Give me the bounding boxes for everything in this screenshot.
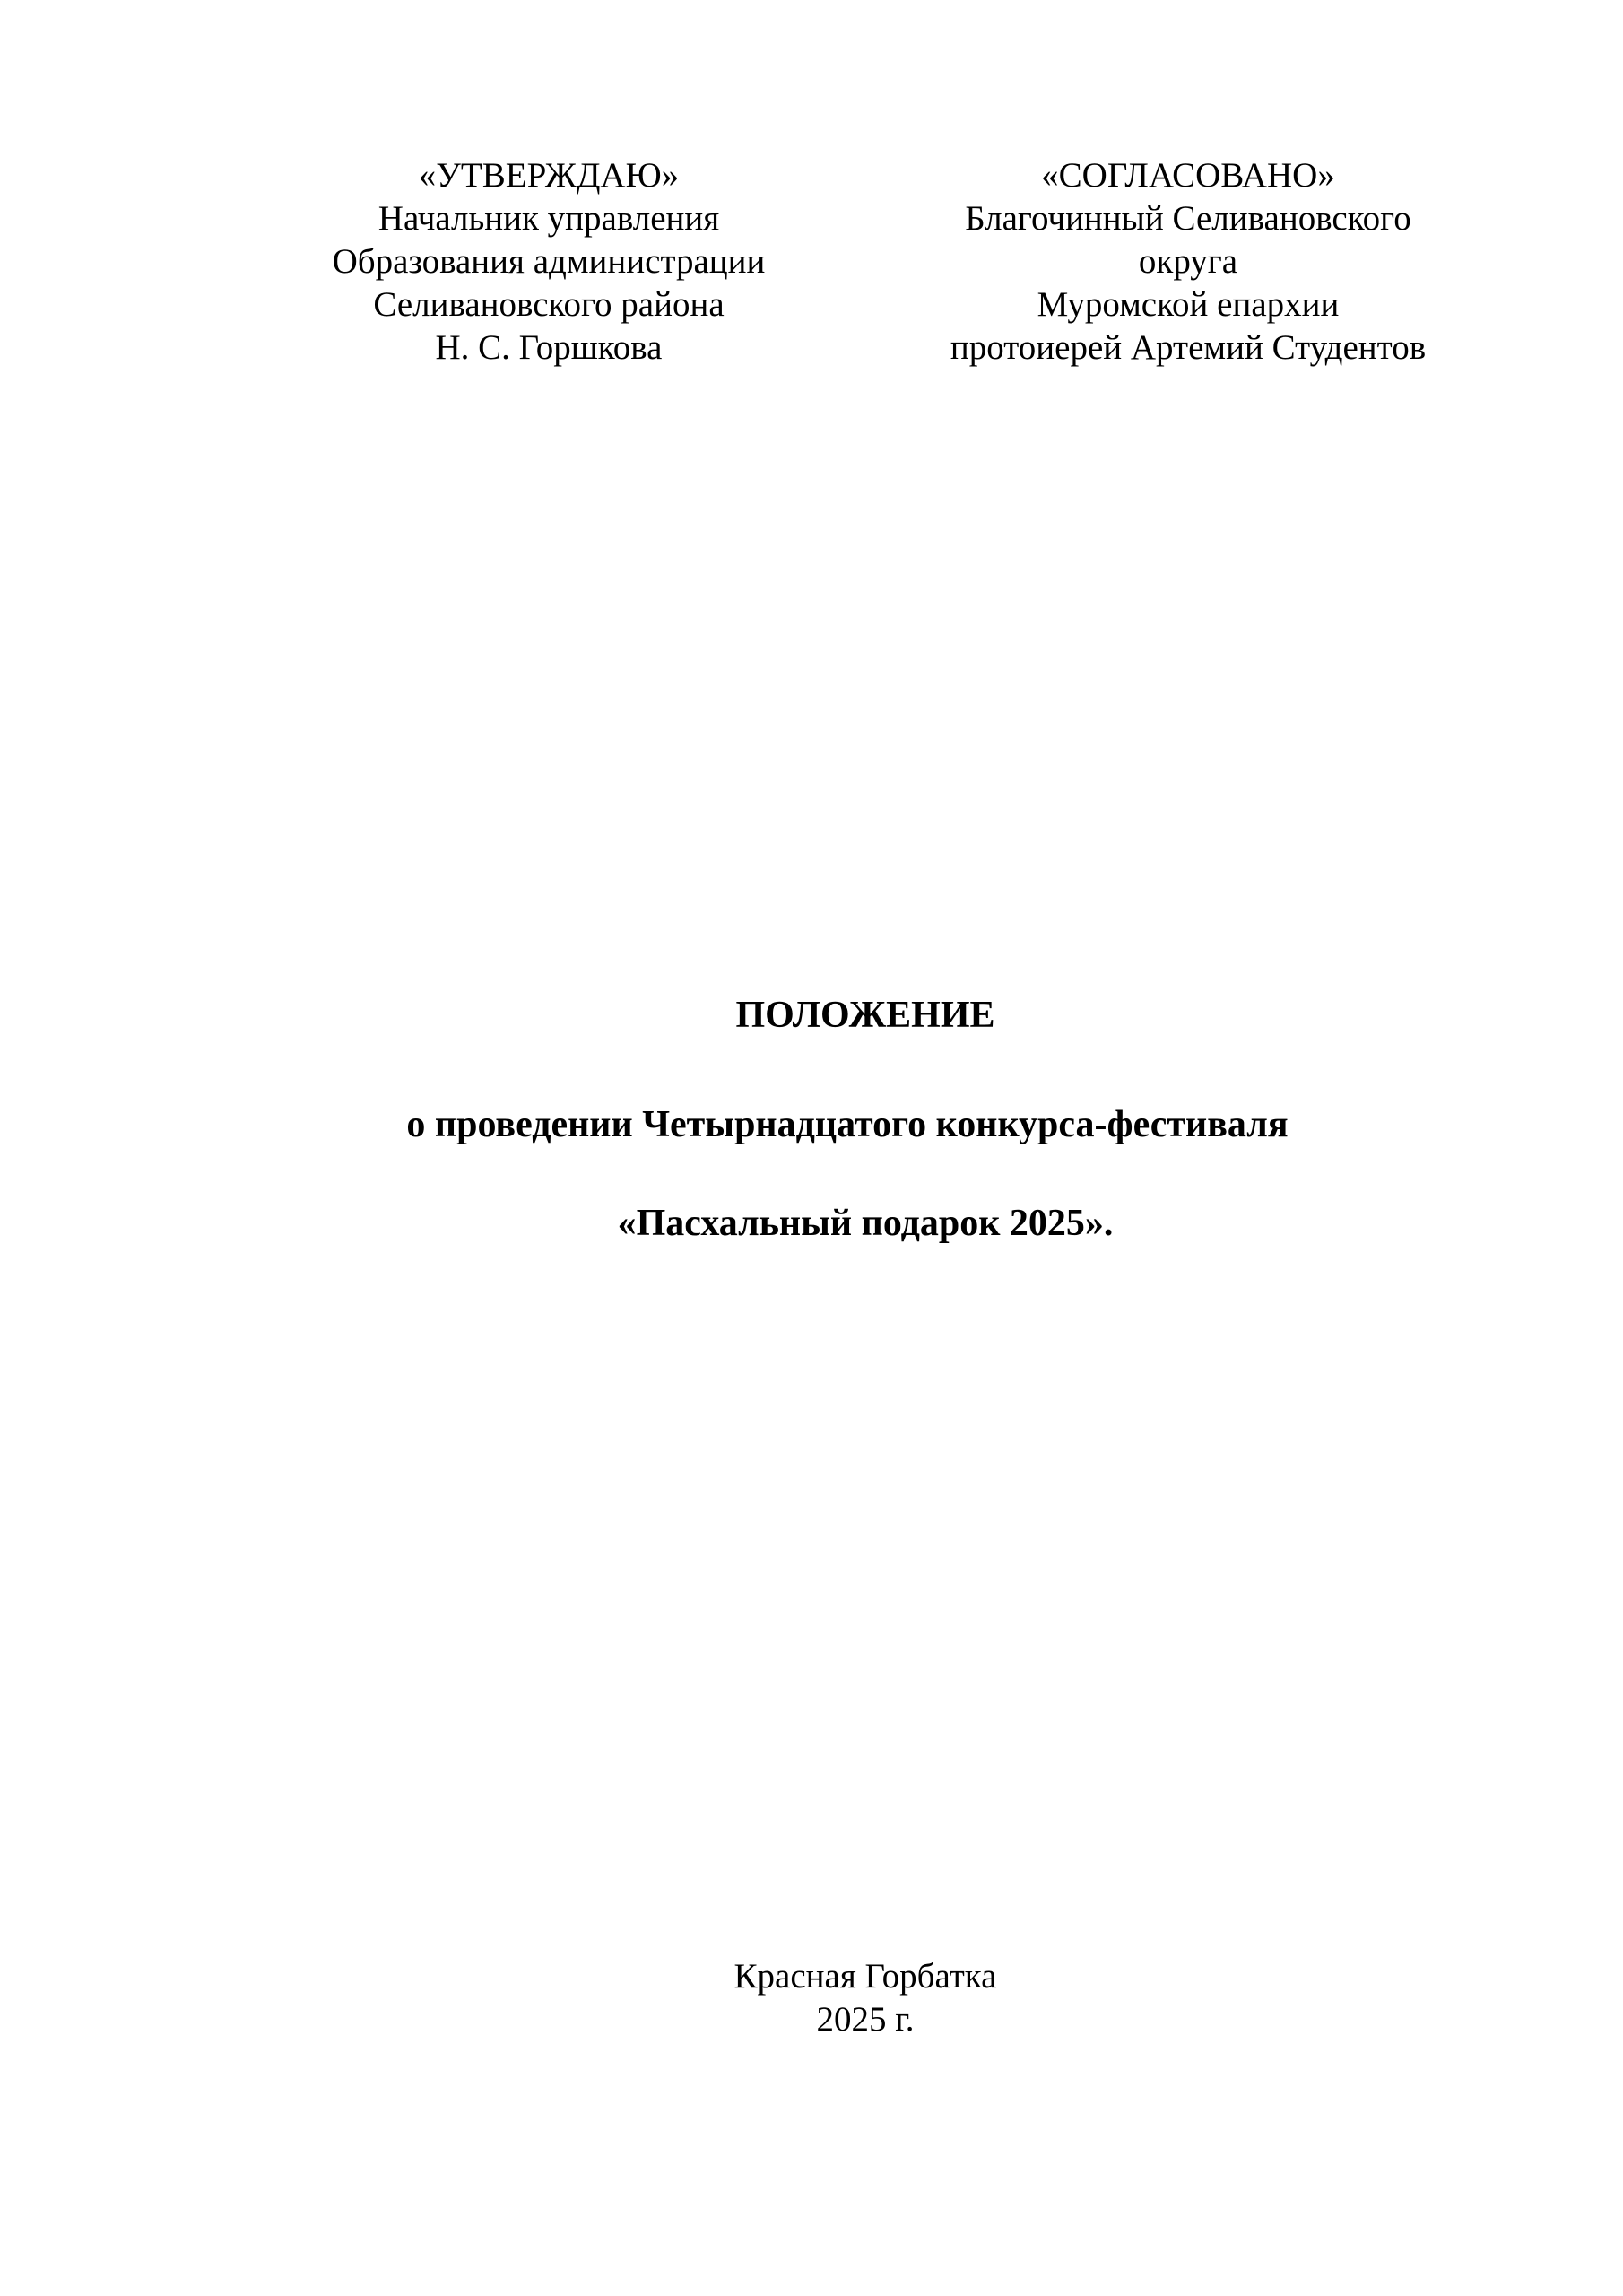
agreed-line: округа [1138,242,1238,281]
agreed-heading: «СОГЛАСОВАНО» [1041,156,1335,195]
document-subtitle: о проведении Четырнадцатого конкурса-фестиваля [406,1104,1289,1145]
approved-signatory: Н. С. Горшкова [435,328,663,367]
agreed-line: Муромской епархии [1037,285,1340,324]
agreed-signatory: протоиерей Артемий Студентов [950,328,1427,367]
approved-line: Селивановского района [373,285,725,324]
agreed-line: Благочинный Селивановского [965,199,1411,238]
document-title: ПОЛОЖЕНИЕ [735,995,995,1036]
document-footer [54,1955,1623,2041]
footer-year: 2025 г. [816,2000,915,2039]
approval-block-agreed [910,154,1466,370]
approved-heading: «УТВЕРЖДАЮ» [418,156,680,195]
approved-line: Образования администрации [332,242,766,281]
approved-line: Начальник управления [378,199,720,238]
document-event-name: «Пасхальный подарок 2025». [617,1203,1114,1244]
footer-place: Красная Горбатка [733,1957,997,1996]
approval-block-approved [280,154,818,370]
